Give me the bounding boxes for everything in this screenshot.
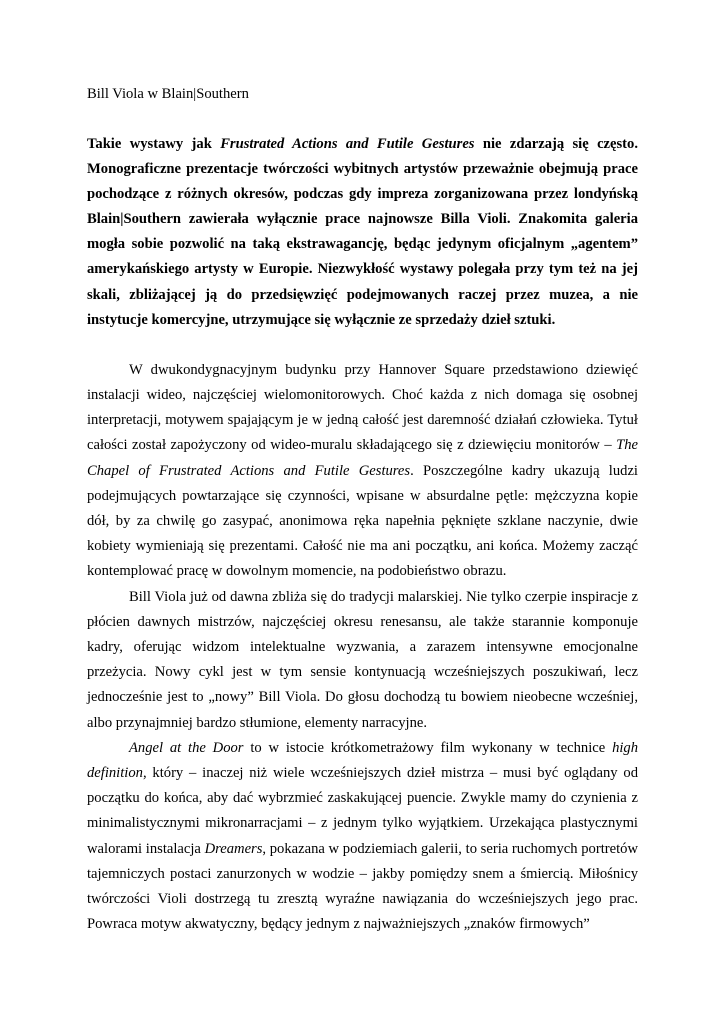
body-paragraph-3 — [87, 736, 638, 938]
p3-text-3: , pokazana w podziemiach galerii, to seria ruchomych portretów tajemniczych postaci zanurzonych w wodzie – jakby pomiędzy snem a śmiercią. Miłośnicy twórczości Violi dostrzegą tu zresztą wyraźne nawiązania do wcześniejszych jego prac. Powraca motyw akwatyczny, będący jednym z najważniejszych „znaków firmowych” — [87, 840, 638, 933]
p1-work-title: The Chapel of Frustrated Actions and Futile Gestures — [87, 437, 638, 479]
p1-text-2: . Poszczególne kadry ukazują ludzi podejmujących powtarzające się czynności, wpisane w absurdalne pętle: mężczyzna kopie dół, by za chwilę go zasypać, anonimowa ręka napełnia pęknięte szklane naczynie, dwie kobiety wymieniają się prezentami. Całość nie ma ani początku, ani końca. Możemy zacząć kontemplować pracę w dowolnym momencie, na podobieństwo obrazu. — [87, 462, 638, 580]
lead-text-2: nie zdarzają się często. Monograficzne prezentacje twórczości wybitnych artystów przeważnie obejmują prace pochodzące z różnych okresów, podczas gdy impreza zorganizowana przez londyńską Blain|Southern zawierała wyłącznie prace najnowsze Billa Violi. Znakomita galeria mogła sobie pozwolić na taką ekstrawagancję, będąc jedynym oficjalnym „agentem” amerykańskiego artysty w Europie. Niezwykłość wystawy polegała przy tym też na jej skali, zbliżającej ją do przedsięwzięć podejmowanych raczej przez muzea, a nie instytucje komercyjne, utrzymujące się wyłącznie ze sprzedaży dzieł sztuki. — [87, 136, 638, 328]
p3-work-title-dreamers: Dreamers — [204, 840, 263, 857]
p3-technique: high definition — [87, 739, 639, 781]
lead-text-1: Takie wystawy jak — [87, 136, 221, 152]
lead-paragraph — [87, 132, 638, 333]
p3-text-2: , który – inaczej niż wiele wcześniejszych dzieł mistrza – musi być oglądany od początku do końca, aby dać wybrzmieć zaskakującej puencie. Zwykle mamy do czynienia z minimalistycznymi mikronarracjami – z jednym tylko wyjątkiem. Urzekająca plastycznymi walorami instalacja — [87, 765, 638, 857]
lead-exhibition-title: Frustrated Actions and Futile Gestures — [220, 136, 475, 152]
p2-text-1: Bill Viola już od dawna zbliża się do tradycji malarskiej. Nie tylko czerpie inspiracje z płócien dawnych mistrzów, najczęściej okresu renesansu, ale także starannie komponuje kadry, oferując widzom intelektualne wyzwania, a zarazem intensywne emocjonalne przeżycia. Nowy cykl jest w tym sensie kontynuacją wcześniejszych poszukiwań, lecz jednocześnie jest to „nowy” Bill Viola. Do głosu dochodzą tu bowiem nieobecne wcześniej, albo przynajmniej bardzo stłumione, elementy narracyjne. — [87, 588, 638, 731]
p3-work-title-angel: Angel at the Door — [129, 739, 244, 756]
document-title: Bill Viola w Blain|Southern — [87, 86, 249, 102]
document-page — [87, 82, 638, 937]
p1-text-1: W dwukondygnacyjnym budynku przy Hannover Square przedstawiono dziewięć instalacji wideo, najczęściej wielomonitorowych. Choć każda z nich domaga się osobnej interpretacji, motywem spajającym je w jedną całość jest daremność działań człowieka. Tytuł całości został zapożyczony od wideo-muralu składającego się z dziewięciu monitorów – — [87, 361, 638, 454]
body-paragraph-1 — [87, 358, 638, 585]
p3-text-1: to w istocie krótkometrażowy film wykonany w technice — [243, 739, 613, 756]
body-paragraph-2 — [87, 585, 638, 736]
